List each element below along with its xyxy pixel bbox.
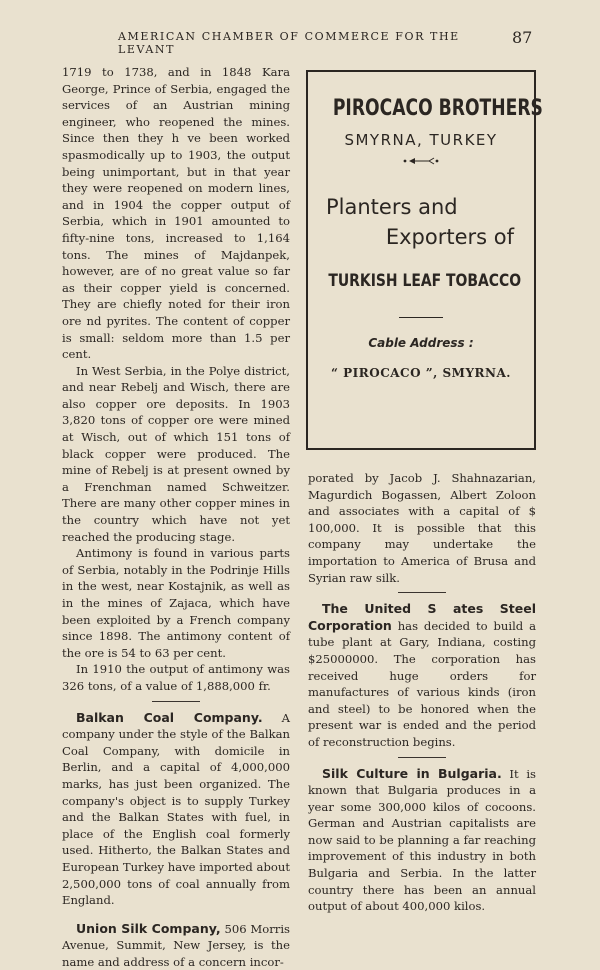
- union-silk-title: Union Silk Company,: [76, 920, 221, 936]
- section-divider: [398, 757, 446, 758]
- left-column: [62, 64, 290, 970]
- serbia-copper-paragraph-2: In West Serbia, in the Polye district, and near Rebelj and Wisch, there are also copper ore deposits. In 1903 3,820 tons of copper ore were mined at Wisch, out of which 151 tons of black copper were produced. The mine of Rebelj is at present owned by a Frenchman named Schweitzer. There are many other copper mines in the country which have not yet reached the producing stage.: [62, 363, 290, 544]
- us-steel-title: The United S ates Steel Corporation: [308, 601, 536, 633]
- union-silk-body: 506 Morris Avenue, Summit, New Jersey, is the name and address of a concern incor-: [62, 921, 290, 969]
- antimony-paragraph-1: Antimony is found in various parts of Serbia, notably in the Podrinje Hills in the west, near Kostajnik, as well as in the mines of Zajaca, which have been exploited by a French company since 1898. The antimony content of the ore is 54 to 63 per cent.: [62, 546, 290, 660]
- running-header: AMERICAN CHAMBER OF COMMERCE FOR THE LEVANT: [118, 30, 460, 56]
- antimony-paragraph-2: In 1910 the output of antimony was 326 tons, of a value of 1,888,000 fr.: [62, 662, 290, 693]
- balkan-coal-body: A company under the style of the Balkan Coal Company, with domicile in Berlin, and a capital of 4,000,000 marks, has just been organized. The company's object is to supply Turkey and the Balkan States with fuel, in place of the English coal formerly used. Hitherto, the Balkan States and European Turkey have imported about 2,500,000 tons of coal annually from England.: [62, 710, 290, 908]
- section-divider: [398, 592, 446, 593]
- balkan-coal-article: [62, 710, 290, 909]
- ad-location: SMYRNA, TURKEY: [344, 131, 498, 149]
- ad-company-name: PIROCACO BROTHERS: [332, 96, 543, 121]
- silk-bulgaria-title: Silk Culture in Bulgaria.: [322, 765, 502, 781]
- right-column: [308, 470, 536, 915]
- section-gap: [62, 909, 290, 921]
- silk-bulgaria-article: [308, 766, 536, 915]
- ad-divider: [399, 317, 443, 318]
- balkan-coal-title: Balkan Coal Company.: [76, 709, 263, 725]
- union-silk-article: [62, 921, 290, 970]
- section-divider: [152, 701, 200, 702]
- ornament-flourish-icon: [401, 156, 441, 166]
- ad-product: TURKISH LEAF TOBACCO: [328, 271, 522, 291]
- pirocaco-advertisement: [306, 70, 543, 450]
- ad-line-exporters: Exporters of: [385, 225, 514, 249]
- page-number: 87: [512, 28, 533, 47]
- silk-bulgaria-body: It is known that Bulgaria produces in a year some 300,000 kilos of cocoons. German and Austrian capitalists are now said to be planning a far reaching improvement of this industry in both Bulgaria and Serbia. In the latter country there has been an annual output of about 400,000 kilos.: [308, 766, 536, 914]
- us-steel-body: has decided to build a tube plant at Gary, Indiana, costing $25000000. The corporation has received huge orders for manufactures of various kinds (iron and steel) to be honored when the present war is ended and the period of reconstruction begins.: [308, 618, 536, 749]
- ad-cable-label: Cable Address :: [368, 336, 474, 350]
- ad-line-planters: Planters and: [326, 195, 458, 219]
- ad-ornament: [308, 155, 534, 169]
- us-steel-article: [308, 601, 536, 750]
- ad-cable-address: “ PIROCACO ”, SMYRNA.: [331, 366, 511, 380]
- serbia-copper-paragraph-1: 1719 to 1738, and in 1848 Kara George, Prince of Serbia, engaged the services of an Austrian mining engineer, who reopened the mines. Since then they h ve been worked spasmodically up to 1903, the output being unimportant, but in that year they were reopened on modern lines, and in 1904 the copper output of Serbia, which in 1901 amounted to fifty-nine tons, increased to 1,164 tons. The mines of Majdanpek, however, are of no great value so far as their copper yield is concerned. They are chiefly noted for their iron ore nd pyrites. The content of copper is small: seldom more than 1.5 per cent.: [62, 65, 290, 362]
- union-silk-continuation: porated by Jacob J. Shahnazarian, Magurdich Bogassen, Albert Zoloon and associates with a capital of $ 100,000. It is possible that this company may undertake the importation to America of Brusa and Syrian raw silk.: [308, 471, 536, 585]
